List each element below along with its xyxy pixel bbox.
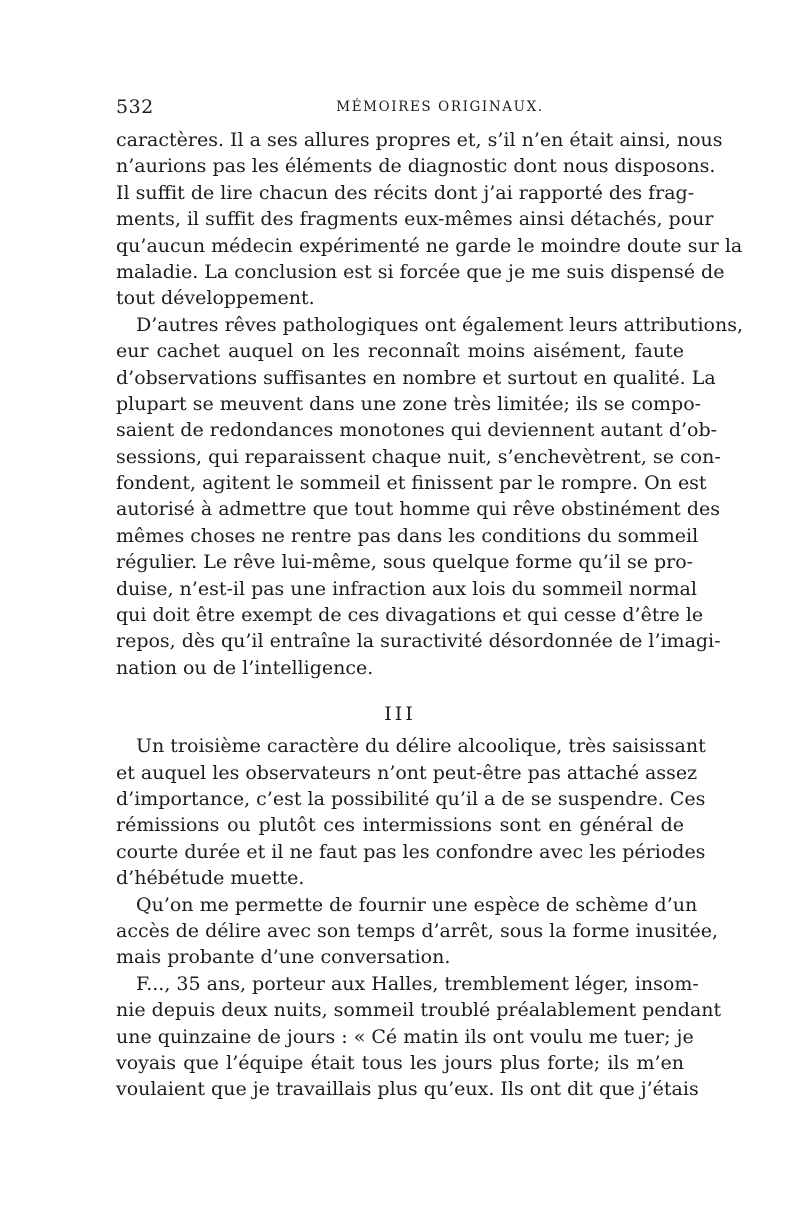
text-line: caractères. Il a ses allures propres et, s’il n’en était ainsi, nous	[116, 129, 723, 151]
text-line: régulier. Le rêve lui-même, sous quelque forme qu’il se pro-	[116, 551, 694, 574]
text-line: sessions, qui reparaissent chaque nuit, s’enchevètrent, se con-	[116, 445, 721, 468]
paragraph	[116, 892, 719, 971]
body-text	[116, 127, 744, 1103]
text-line: voulaient que je travaillais plus qu’eux. Ils ont dit que j’étais	[116, 1078, 699, 1101]
text-line: fondent, agitent le sommeil et finissent par le rompre. On est	[116, 472, 707, 495]
paragraph	[116, 971, 722, 1103]
text-line: ments, il suffit des fragments eux-mêmes ainsi détachés, pour	[116, 208, 714, 231]
running-title: MÉMOIRES ORIGINAUX.	[336, 99, 544, 115]
text-line: duise, n’est-il pas une infraction aux lois du sommeil normal	[116, 577, 697, 600]
text-line: d’observations suffisantes en nombre et surtout en qualité. La	[116, 366, 716, 389]
paragraph	[116, 312, 744, 681]
text-line: Un troisième caractère du délire alcoolique, très saisissant	[136, 735, 706, 758]
text-line: d’hébétude muette.	[116, 867, 305, 890]
text-line: qui doit être exempt de ces divagations et qui cesse d’être le	[116, 604, 704, 627]
text-line: tout développement.	[116, 287, 315, 310]
text-line: une quinzaine de jours : « Cé matin ils ont voulu me tuer; je	[116, 1025, 694, 1048]
text-line: plupart se meuvent dans une zone très limitée; ils se compo-	[116, 392, 702, 415]
text-line: et auquel les observateurs n’ont peut-être pas attaché assez	[116, 761, 698, 784]
text-line: Il suffit de lire chacun des récits dont j’ai rapporté des frag-	[116, 181, 695, 204]
text-line: qu’aucun médecin expérimenté ne garde le moindre doute sur la	[116, 234, 743, 257]
text-line: rémissions ou plutôt ces intermissions sont en général de	[116, 814, 684, 837]
section-heading: III	[384, 703, 416, 726]
text-line: Qu’on me permette de fournir une espèce de schème d’un	[136, 893, 698, 916]
text-line: mais probante d’une conversation.	[116, 946, 451, 969]
text-line: F..., 35 ans, porteur aux Halles, tremblement léger, insom-	[136, 972, 699, 995]
text-line: mêmes choses ne rentre pas dans les conditions du sommeil	[116, 524, 699, 547]
text-line: courte durée et il ne faut pas les confondre avec les périodes	[116, 840, 706, 863]
text-line: saient de redondances monotones qui deviennent autant d’ob-	[116, 419, 718, 442]
text-line: n’aurions pas les éléments de diagnostic dont nous disposons.	[116, 155, 716, 178]
text-line: autorisé à admettre que tout homme qui rêve obstinément des	[116, 498, 720, 521]
page-number: 532	[116, 96, 154, 118]
running-head	[116, 96, 684, 120]
text-line: nie depuis deux nuits, sommeil troublé préalablement pendant	[116, 999, 722, 1022]
text-line: maladie. La conclusion est si forcée que je me suis dispensé de	[116, 260, 725, 283]
paragraph	[116, 127, 743, 312]
text-line: repos, dès qu’il entraîne la suractivité désordonnée de l’imagi-	[116, 630, 721, 653]
text-line: D’autres rêves pathologiques ont également leurs attributions,	[136, 313, 744, 336]
text-line: accès de délire avec son temps d’arrêt, sous la forme inusitée,	[116, 919, 719, 942]
text-line: voyais que l’équipe était tous les jours plus forte; ils m’en	[116, 1051, 684, 1074]
paragraph	[116, 733, 706, 891]
text-line: nation ou de l’intelligence.	[116, 656, 374, 679]
text-line: eur cachet auquel on les reconnaît moins aisément, faute	[116, 340, 684, 363]
text-line: d’importance, c’est la possibilité qu’il a de se suspendre. Ces	[116, 787, 706, 810]
